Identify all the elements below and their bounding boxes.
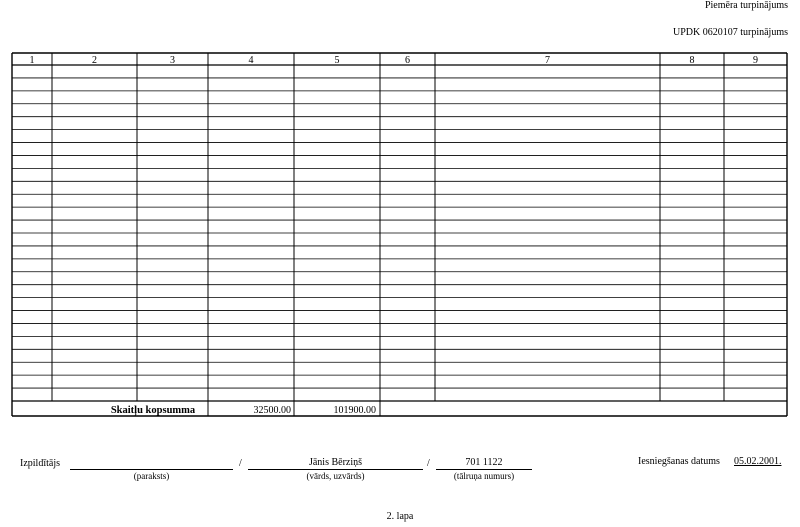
phone-line xyxy=(436,469,532,470)
column-header-1: 1 xyxy=(29,55,35,66)
sum-value-col5: 101900.00 xyxy=(333,405,376,416)
column-header-2: 2 xyxy=(92,55,97,66)
sum-value-col4: 32500.00 xyxy=(253,405,291,416)
column-header-9: 9 xyxy=(753,55,758,66)
page-number: 2. lapa xyxy=(386,511,414,522)
column-header-7: 7 xyxy=(545,55,550,66)
column-header-3: 3 xyxy=(170,55,175,66)
column-header-4: 4 xyxy=(248,55,254,66)
column-header-6: 6 xyxy=(405,55,410,66)
sum-label: Skaitļu kopsumma xyxy=(110,405,196,416)
header-form-code: UPDK 0620107 turpinājums xyxy=(673,27,788,38)
phone-separator: / xyxy=(427,458,430,469)
submission-date-value: 05.02.2001. xyxy=(734,456,782,467)
table-row-lines xyxy=(12,53,787,416)
name-line xyxy=(248,469,423,470)
signature-caption: (paraksts) xyxy=(133,471,170,481)
signature-line xyxy=(70,469,233,470)
column-header-5: 5 xyxy=(334,55,340,66)
table-header-row xyxy=(30,55,759,66)
name-caption: (vārds, uzvārds) xyxy=(306,471,365,481)
submission-date-label: Iesniegšanas datums xyxy=(638,456,720,467)
name-separator: / xyxy=(239,458,242,469)
executor-label: Izpildītājs xyxy=(20,458,60,469)
table-column-lines xyxy=(12,53,787,416)
executor-phone: 701 1122 xyxy=(465,457,503,468)
phone-caption: (tālruņa numurs) xyxy=(453,471,515,481)
column-header-8: 8 xyxy=(689,55,695,66)
header-continuation-label: Piemēra turpinājums xyxy=(704,0,788,11)
executor-name: Jānis Bērziņš xyxy=(308,457,363,468)
